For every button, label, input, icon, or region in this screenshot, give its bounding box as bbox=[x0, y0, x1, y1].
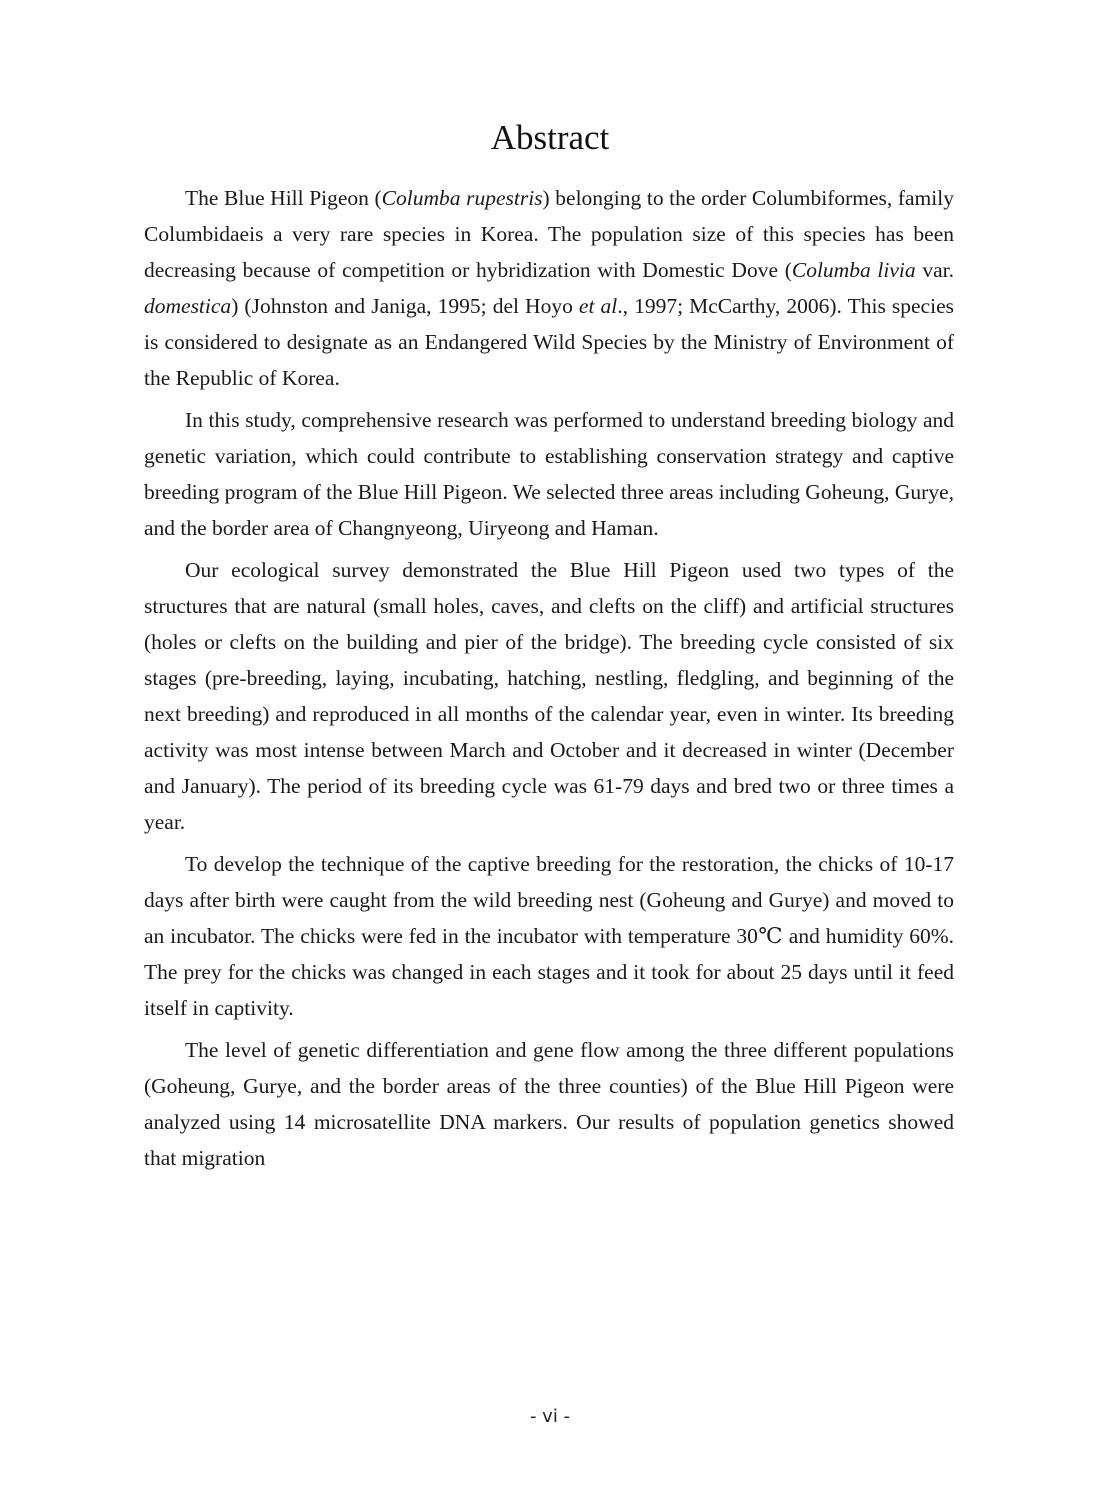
text-run: var. bbox=[915, 258, 954, 282]
text-run: ., 1997; McCarthy, 2006). This species is considered to designate as an Endangered Wild Species by the Ministry of Environment of the Republic of Korea. bbox=[144, 294, 954, 390]
abstract-body bbox=[144, 180, 954, 1182]
text-run: In this study, comprehensive research was performed to understand breeding biology and genetic variation, which could contribute to establishing conservation strategy and captive breeding program of the Blue Hill Pigeon. We selected three areas including Goheung, Gurye, and the border area of Changnyeong, Uiryeong and Haman. bbox=[144, 408, 954, 540]
abstract-paragraph-2 bbox=[144, 402, 954, 546]
italic-run: domestica bbox=[144, 294, 232, 318]
italic-run: Columba rupestris bbox=[381, 186, 543, 210]
abstract-paragraph-4 bbox=[144, 846, 954, 1026]
text-run: To develop the technique of the captive breeding for the restoration, the chicks of 10-17 days after birth were caught from the wild breeding nest (Goheung and Gurye) and moved to an incubator. The chicks were fed in the incubator with temperature 30℃ and humidity 60%. The prey for the chicks was changed in each stages and it took for about 25 days until it feed itself in captivity. bbox=[144, 852, 954, 1020]
abstract-paragraph-3 bbox=[144, 552, 954, 840]
page-number: - vi - bbox=[529, 1406, 571, 1427]
page-title: Abstract bbox=[490, 118, 610, 157]
italic-run: Columba livia bbox=[791, 258, 916, 282]
italic-run: et al bbox=[578, 294, 618, 318]
text-run: ) (Johnston and Janiga, 1995; del Hoyo bbox=[231, 294, 579, 318]
abstract-paragraph-1 bbox=[144, 180, 954, 396]
abstract-paragraph-5 bbox=[144, 1032, 954, 1176]
text-run: The Blue Hill Pigeon ( bbox=[185, 186, 382, 210]
text-run: ) belonging to the order Columbiformes, family Columbidaeis a very rare species in Korea. The population size of this species has been decreasing because of competition or hybridization with Domestic Dove ( bbox=[144, 186, 954, 282]
text-run: Our ecological survey demonstrated the Blue Hill Pigeon used two types of the structures that are natural (small holes, caves, and clefts on the cliff) and artificial structures (holes or clefts on the building and pier of the bridge). The breeding cycle consisted of six stages (pre-breeding, laying, incubating, hatching, nestling, fledgling, and beginning of the next breeding) and reproduced in all months of the calendar year, even in winter. Its breeding activity was most intense between March and October and it decreased in winter (December and January). The period of its breeding cycle was 61-79 days and bred two or three times a year. bbox=[144, 558, 954, 834]
text-run: The level of genetic differentiation and gene flow among the three different populations (Goheung, Gurye, and the border areas of the three counties) of the Blue Hill Pigeon were analyzed using 14 microsatellite DNA markers. Our results of population genetics showed that migration bbox=[144, 1038, 954, 1170]
